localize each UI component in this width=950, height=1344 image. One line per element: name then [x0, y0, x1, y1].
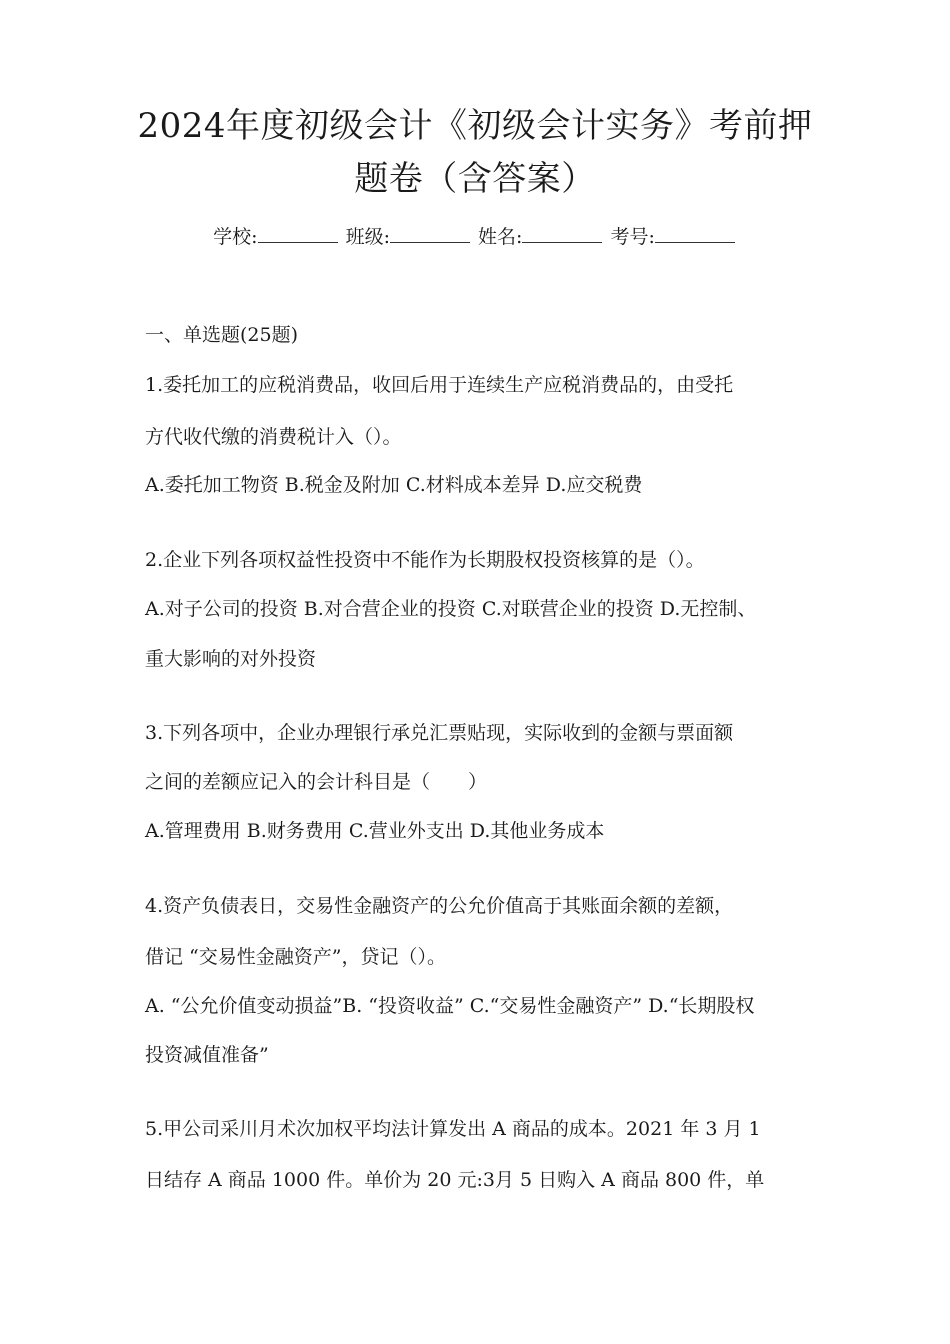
question-3-options: A.管理费用 B.财务费用 C.营业外支出 D.其他业务成本 [145, 820, 605, 842]
number-blank [655, 224, 735, 243]
question-5-stem-line-2: 日结存 A 商品 1000 件。单价为 20 元:3月 5 日购入 A 商品 800 件，单 [145, 1169, 765, 1191]
question-3-stem-line-1: 3.下列各项中，企业办理银行承兑汇票贴现，实际收到的金额与票面额 [145, 722, 734, 744]
question-1-options: A.委托加工物资 B.税金及附加 C.材料成本差异 D.应交税费 [145, 474, 643, 496]
question-2-options-line-1: A.对子公司的投资 B.对合营企业的投资 C.对联营企业的投资 D.无控制、 [145, 598, 757, 620]
name-blank [522, 224, 602, 243]
question-4-options-line-2: 投资减值准备” [145, 1044, 269, 1066]
class-label: 班级: [345, 226, 390, 248]
question-1-stem-line-2: 方代收代缴的消费税计入（）。 [145, 426, 402, 448]
name-label: 姓名: [478, 226, 523, 248]
school-blank [258, 224, 338, 243]
question-1-stem-line-1: 1.委托加工的应税消费品，收回后用于连续生产应税消费品的，由受托 [145, 374, 734, 396]
question-3-stem-line-2: 之间的差额应记入的会计科目是（ ） [145, 771, 488, 793]
number-label: 考号: [610, 226, 655, 248]
question-4-options-line-1: A. “公允价值变动损益”B. “投资收益” C.“交易性金融资产” D.“长期股权 [145, 995, 755, 1017]
student-info-row [0, 222, 950, 252]
document-title-line-1: 2024年度初级会计《初级会计实务》考前押 [137, 106, 813, 146]
question-2-options-line-2: 重大影响的对外投资 [145, 648, 317, 670]
question-4-stem-line-1: 4.资产负债表日，交易性金融资产的公允价值高于其账面余额的差额， [145, 895, 734, 917]
school-label: 学校: [213, 226, 258, 248]
class-blank [390, 224, 470, 243]
question-4-stem-line-2: 借记 “交易性金融资产”，贷记（）。 [145, 946, 446, 968]
document-title-line-2: 题卷（含答案） [354, 159, 596, 199]
question-5-stem-line-1: 5.甲公司采川月术次加权平均法计算发出 A 商品的成本。2021 年 3 月 1 [145, 1118, 761, 1140]
question-2-stem: 2.企业下列各项权益性投资中不能作为长期股权投资核算的是（）。 [145, 549, 705, 571]
section-heading: 一、单选题(25题) [145, 324, 299, 346]
